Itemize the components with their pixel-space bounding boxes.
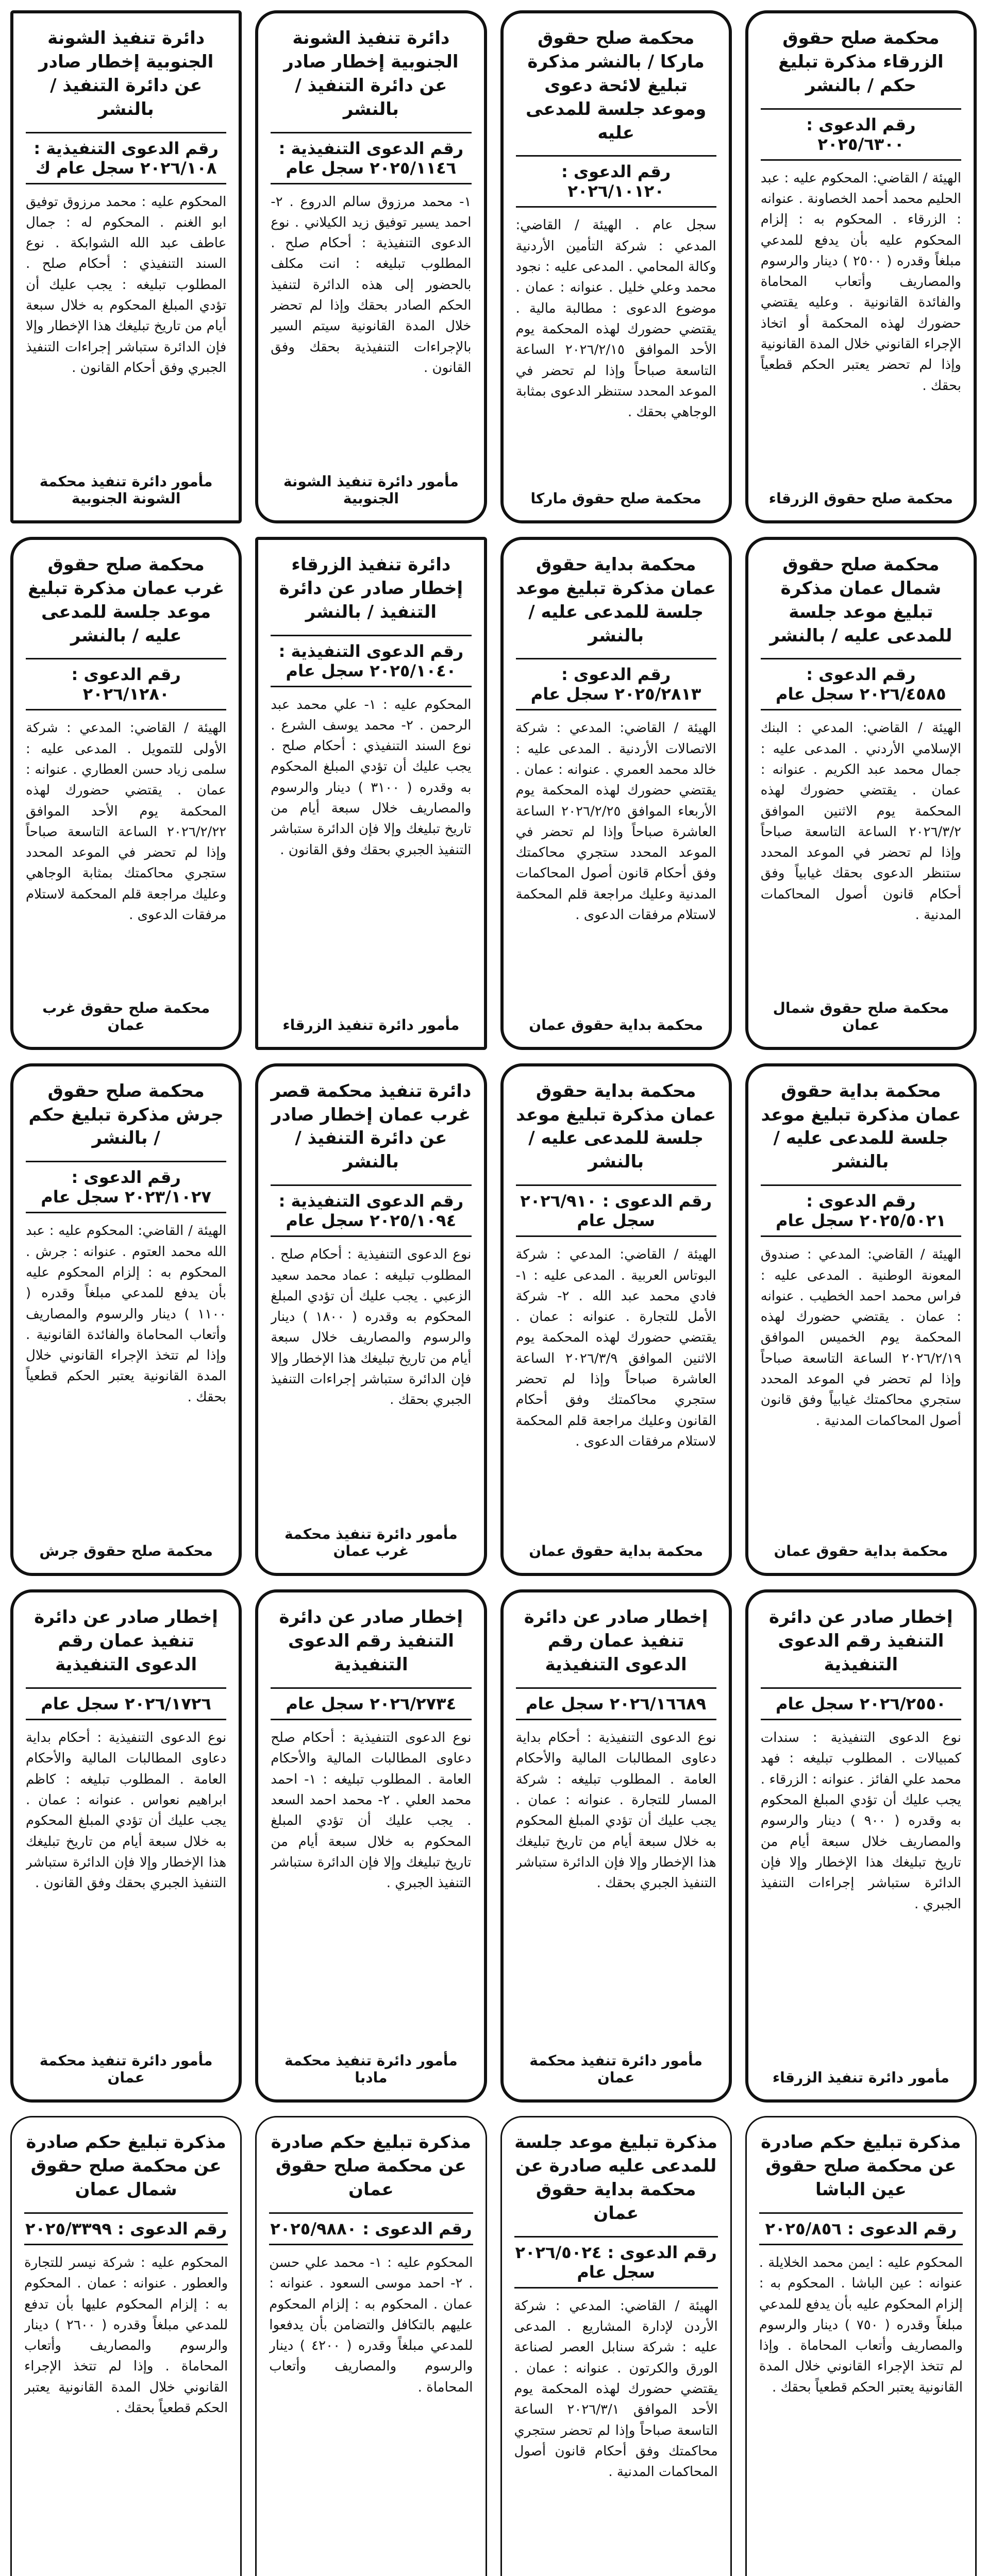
notice-body: الهيئة / القاضي: المحكوم عليه : عبد الحليم محمد أحمد الخصاونة . عنوانه : الزرقاء . المحكوم به : إلزام المحكوم عليه بأن يدفع للمدعي مبلغاً وقدره ( ٢٥٠٠ ) دينار والرسوم والمصاريف وأتعاب المحاماة والفائدة القانونية . وعليه يقتضي حضورك لهذه المحكمة أو اتخاذ الإجراء القانوني خلال المدة القانونية وإذا لم تحضر يعتبر الحكم قطعياً بحقك . (760, 170, 961, 394)
notice-title: محكمة صلح حقوق جرش مذكرة تبليغ حكم / بالنشر (28, 1080, 224, 1149)
notice-body: نوع الدعوى التنفيذية : أحكام صلح دعاوى المطالبات المالية والأحكام العامة . المطلوب تبليغه : ١- احمد محمد العلي . ٢- محمد احمد السعد . يجب عليك أن تؤدي المبلغ المحكوم به خلال سبعة أيام من تاريخ تبليغك وإلا فإن الدائرة ستباشر التنفيذ الجبري . (271, 1730, 472, 1891)
case-number: رقم الدعوى : ٢٠٢٦/٥٠٢٤ سجل عام (514, 2236, 718, 2289)
notice-signature: محكمة صلح حقوق جرش (39, 1543, 213, 1560)
notice-title: محكمة بداية حقوق عمان مذكرة تبليغ موعد جلسة للمدعى عليه / بالنشر (761, 1080, 961, 1173)
case-number: رقم الدعوى : ٢٠٢٥/٨٥٦ (759, 2212, 963, 2245)
notice-body: الهيئة / القاضي: المدعي : صندوق المعونة الوطنية . المدعى عليه : فراس محمد احمد الخطيب . عنوانه : عمان . يقتضي حضورك لهذه المحكمة يوم الخميس الموافق ٢٠٢٦/٢/١٩ الساعة التاسعة صباحاً وإذا لم تحضر في الموعد المحدد ستجري محاكمتك غيابياً وفق قانون أصول المحاكمات المدنية . (760, 1247, 961, 1429)
legal-notice (255, 537, 487, 1050)
notice-signature: محكمة بداية حقوق عمان (529, 1543, 704, 1560)
notice-body: المحكوم عليه : محمد مرزوق توفيق ابو الغنم . المحكوم له : جمال عاطف عبد الله الشوابكة . نوع السند التنفيذي : أحكام صلح . المطلوب تبليغه : يجب عليك أن تؤدي المبلغ المحكوم به خلال سبعة أيام من تاريخ تبليغك هذا الإخطار وإلا فإن الدائرة ستباشر إجراءات التنفيذ الجبري وفق أحكام القانون . (26, 194, 227, 376)
legal-notice (10, 537, 242, 1050)
notice-signature: محكمة صلح حقوق الزرقاء (768, 489, 953, 507)
notice-body: نوع الدعوى التنفيذية : سندات كمبيالات . المطلوب تبليغه : فهد محمد علي الفائز . عنوانه : الزرقاء . يجب عليك أن تؤدي المبلغ المحكوم به وقدره ( ٩٠٠ ) دينار والرسوم والمصاريف خلال سبعة أيام من تاريخ تبليغك هذا الإخطار وإلا فإن الدائرة ستباشر إجراءات التنفيذ الجبري . (760, 1730, 961, 1912)
notice-signature: مأمور دائرة تنفيذ محكمة مادبا (284, 2052, 458, 2087)
notice-body: الهيئة / القاضي: المدعي : البنك الإسلامي الأردني . المدعى عليه : جمال محمد عبد الكريم . عنوانه : عمان . يقتضي حضورك لهذه المحكمة يوم الاثنين الموافق ٢٠٢٦/٣/٢ الساعة التاسعة صباحاً وإذا لم تحضر في الموعد المحدد ستنظر الدعوى بحقك غيابياً وفق أحكام قانون أصول المحاكمات المدنية . (760, 720, 961, 923)
notice-body: الهيئة / القاضي: المدعي : شركة الأولى للتمويل . المدعى عليه : سلمى زياد حسن العطاري . عنوانه : عمان . يقتضي حضورك لهذه المحكمة يوم الأحد الموافق ٢٠٢٦/٢/٢٢ الساعة التاسعة صباحاً وإذا لم تحضر في الموعد المحدد ستجري محاكمتك بمثابة الوجاهي وعليك مراجعة قلم المحكمة لاستلام مرفقات الدعوى . (26, 720, 227, 923)
case-number: رقم الدعوى التنفيذية : ٢٠٢٥/١١٤٦ سجل عام (271, 132, 471, 184)
legal-notice (255, 2116, 487, 2576)
case-number: رقم الدعوى : ٢٠٢٣/١٠٢٧ سجل عام (26, 1161, 226, 1213)
case-number: رقم الدعوى : ٢٠٢٥/٢٨١٣ سجل عام (516, 658, 716, 710)
case-number: رقم الدعوى التنفيذية : ٢٠٢٥/١٠٩٤ سجل عام (271, 1184, 471, 1237)
notice-signature: محكمة صلح حقوق غرب عمان (42, 999, 210, 1033)
notice-signature: مأمور دائرة تنفيذ محكمة عمان (39, 2052, 213, 2087)
legal-notice (255, 1063, 487, 1577)
notice-body: نوع الدعوى التنفيذية : أحكام صلح . المطلوب تبليغه : عماد محمد سعيد الزعبي . يجب عليك أن تؤدي المبلغ المحكوم به وقدره ( ١٨٠٠ ) دينار والرسوم والمصاريف خلال سبعة أيام من تاريخ تبليغك هذا الإخطار وإلا فإن الدائرة ستباشر إجراءات التنفيذ الجبري بحقك . (271, 1247, 472, 1408)
notice-body: الهيئة / القاضي: المدعي : شركة البوتاس العربية . المدعى عليه : ١- فادي محمد عبد الله . ٢- شركة الأمل للتجارة . عنوانه : عمان . يقتضي حضورك لهذه المحكمة يوم الاثنين الموافق ٢٠٢٦/٣/٩ الساعة العاشرة صباحاً وإذا لم تحضر ستجري محاكمتك وفق أحكام القانون وعليك مراجعة قلم المحكمة لاستلام مرفقات الدعوى . (515, 1247, 716, 1449)
notice-title: محكمة صلح حقوق غرب عمان مذكرة تبليغ موعد جلسة للمدعى عليه / بالنشر (28, 554, 225, 646)
notice-title: مذكرة تبليغ حكم صادرة عن محكمة صلح حقوق شمال عمان (26, 2132, 226, 2200)
legal-notice (10, 10, 242, 523)
case-number: رقم الدعوى : ٢٠٢٦/٤٥٨٥ سجل عام (761, 658, 961, 710)
legal-notice (255, 1589, 487, 2103)
notice-body: نوع الدعوى التنفيذية : أحكام بداية دعاوى المطالبات المالية والأحكام العامة . المطلوب تبليغه : شركة المسار للتجارة . عنوانه : عمان . يجب عليك أن تؤدي المبلغ المحكوم به خلال سبعة أيام من تاريخ تبليغك هذا الإخطار وإلا فإن الدائرة ستباشر التنفيذ الجبري بحقك . (515, 1730, 716, 1891)
notice-signature: محكمة بداية حقوق عمان (774, 1543, 948, 1560)
notice-signature: مأمور دائرة تنفيذ محكمة غرب عمان (284, 1526, 458, 1560)
notice-signature: محكمة صلح حقوق شمال عمان (773, 999, 949, 1033)
notice-title: إخطار صادر عن دائرة تنفيذ عمان رقم الدعوى التنفيذية (524, 1607, 708, 1675)
notice-signature: مأمور دائرة تنفيذ الشونة الجنوبية (283, 472, 459, 507)
notice-title: مذكرة تبليغ موعد جلسة للمدعى عليه صادرة عن محكمة بداية حقوق عمان (514, 2132, 717, 2224)
notice-title: دائرة تنفيذ محكمة قصر غرب عمان إخطار صادر عن دائرة التنفيذ / بالنشر (271, 1080, 472, 1173)
notice-signature: محكمة صلح حقوق ماركا (530, 489, 701, 507)
notice-body: المحكوم عليه : ١- علي محمد عبد الرحمن . ٢- محمد يوسف الشرع . نوع السند التنفيذي : أحكام صلح . يجب عليك أن تؤدي المبلغ المحكوم به وقدره ( ٣١٠٠ ) دينار والرسوم والمصاريف خلال سبعة أيام من تاريخ تبليغك وإلا فإن الدائرة ستباشر التنفيذ الجبري بحقك وفق القانون . (271, 697, 472, 858)
case-number: رقم الدعوى التنفيذية : ٢٠٢٦/١٠٨ سجل عام ك (26, 132, 226, 184)
legal-notice (500, 537, 732, 1050)
notice-body: الهيئة / القاضي: المحكوم عليه : عبد الله محمد العتوم . عنوانه : جرش . المحكوم به : إلزام المحكوم عليه بأن يدفع للمدعي مبلغاً وقدره ( ١١٠٠ ) دينار والرسوم والمصاريف وأتعاب المحاماة والفائدة القانونية . وإذا لم تتخذ الإجراء القانوني خلال المدة القانونية يعتبر الحكم قطعياً بحقك . (26, 1223, 227, 1405)
legal-notice (745, 10, 977, 523)
notice-body: الهيئة / القاضي: المدعي : شركة الأردن لإدارة المشاريع . المدعى عليه : شركة سنابل العصر لصناعة الورق والكرتون . عنوانه : عمان . يقتضي حضورك لهذه المحكمة يوم الأحد الموافق ٢٠٢٦/٣/١ الساعة التاسعة صباحاً وإذا لم تحضر ستجري محاكمتك وفق أحكام قانون أصول المحاكمات المدنية . (514, 2298, 718, 2480)
case-number: رقم الدعوى : ٢٠٢٦/١٠١٢٠ (516, 155, 716, 208)
notice-title: مذكرة تبليغ حكم صادرة عن محكمة صلح حقوق عين الباشا (761, 2132, 961, 2200)
notice-title: محكمة صلح حقوق الزرقاء مذكرة تبليغ حكم / بالنشر (778, 28, 944, 96)
notice-signature: مأمور دائرة تنفيذ محكمة عمان (529, 2052, 703, 2087)
notice-body: المحكوم عليه : ١- محمد علي حسن . ٢- احمد موسى السعود . عنوانه : عمان . المحكوم به : إلزام المحكوم عليهم بالتكافل والتضامن بأن يدفعوا للمدعي مبلغاً وقدره ( ٤٢٠٠ ) دينار والرسوم والمصاريف وأتعاب المحاماة . (269, 2255, 473, 2395)
legal-notice (500, 1589, 732, 2103)
notice-title: دائرة تنفيذ الشونة الجنوبية إخطار صادر عن دائرة التنفيذ / بالنشر (283, 28, 459, 120)
notices-page (10, 10, 977, 2576)
notice-title: مذكرة تبليغ حكم صادرة عن محكمة صلح حقوق عمان (271, 2132, 472, 2200)
legal-notice (500, 1063, 732, 1577)
case-number: ٢٠٢٦/٢٥٥٠ سجل عام (761, 1687, 961, 1720)
legal-notice (255, 10, 487, 523)
legal-notice (10, 1063, 242, 1577)
notice-signature: مأمور دائرة تنفيذ الزرقاء (772, 2069, 949, 2087)
notice-body: الهيئة / القاضي: المدعي : شركة الاتصالات الأردنية . المدعى عليه : خالد محمد العمري . عنوانه : عمان . يقتضي حضورك لهذه المحكمة يوم الأربعاء الموافق ٢٠٢٦/٢/٢٥ الساعة العاشرة صباحاً وإذا لم تحضر في الموعد المحدد ستجري محاكمتك وفق أحكام قانون أصول المحاكمات المدنية وعليك مراجعة قلم المحكمة لاستلام مرفقات الدعوى . (515, 720, 716, 923)
notice-body: ١- محمد مرزوق سالم الدروع . ٢- احمد يسير توفيق زيد الكيلاني . نوع الدعوى التنفيذية : أحكام صلح . المطلوب تبليغه : انت مكلف بالحضور إلى هذه الدائرة لتنفيذ الحكم الصادر بحقك وإذا لم تحضر خلال المدة القانونية سيتم السير بالإجراءات التنفيذية بحقك وفق القانون . (271, 194, 472, 376)
legal-notice (500, 10, 732, 523)
notice-body: المحكوم عليه : شركة نيسر للتجارة والعطور . عنوانه : عمان . المحكوم به : إلزام المحكوم عليها بأن تدفع للمدعي مبلغاً وقدره ( ٢٦٠٠ ) دينار والرسوم والمصاريف وأتعاب المحاماة . وإذا لم تتخذ الإجراء القانوني خلال المدة القانونية يعتبر الحكم قطعياً بحقك . (24, 2255, 228, 2416)
case-number: رقم الدعوى : ٢٠٢٥/٣٣٩٩ (24, 2212, 228, 2245)
notice-title: إخطار صادر عن دائرة التنفيذ رقم الدعوى التنفيذية (279, 1607, 463, 1675)
legal-notice (500, 2116, 732, 2576)
notice-title: محكمة بداية حقوق عمان مذكرة تبليغ موعد جلسة للمدعى عليه / بالنشر (516, 1080, 716, 1173)
notice-signature: مأمور دائرة تنفيذ محكمة الشونة الجنوبية (39, 472, 213, 507)
notice-body: المحكوم عليه : ايمن محمد الخلايلة . عنوانه : عين الباشا . المحكوم به : إلزام المحكوم عليه بأن يدفع للمدعي مبلغاً وقدره ( ٧٥٠ ) دينار والرسوم والمصاريف وأتعاب المحاماة . وإذا لم تتخذ الإجراء القانوني خلال المدة القانونية يعتبر الحكم قطعياً بحقك . (759, 2255, 963, 2395)
notice-title: إخطار صادر عن دائرة تنفيذ عمان رقم الدعوى التنفيذية (34, 1607, 218, 1675)
case-number: رقم الدعوى : ٢٠٢٦/١٢٨٠ (26, 658, 226, 710)
legal-notice (10, 2116, 242, 2576)
notice-title: محكمة صلح حقوق شمال عمان مذكرة تبليغ موعد جلسة للمدعى عليه / بالنشر (769, 554, 952, 646)
notice-title: إخطار صادر عن دائرة التنفيذ رقم الدعوى التنفيذية (769, 1607, 953, 1675)
notice-signature: محكمة بداية حقوق عمان (529, 1016, 704, 1033)
legal-notice (745, 537, 977, 1050)
notice-signature: مأمور دائرة تنفيذ الزرقاء (282, 1016, 460, 1033)
case-number: رقم الدعوى : ٢٠٢٥/٥٠٢١ سجل عام (761, 1184, 961, 1237)
case-number: رقم الدعوى : ٢٠٢٦/٩١٠ سجل عام (516, 1184, 716, 1237)
notice-body: سجل عام . الهيئة / القاضي: المدعي : شركة التأمين الأردنية وكالة المحامي . المدعى عليه : نجود محمد وعلي خليل . عنوانه : عمان . موضوع الدعوى : مطالبة مالية . يقتضي حضورك لهذه المحكمة يوم الأحد الموافق ٢٠٢٦/٢/١٥ الساعة التاسعة صباحاً وإذا لم تحضر في الموعد المحدد ستنظر الدعوى بمثابة الوجاهي بحقك . (515, 217, 716, 420)
case-number: رقم الدعوى : ٢٠٢٥/٩٨٨٠ (269, 2212, 473, 2245)
notice-title: محكمة بداية حقوق عمان مذكرة تبليغ موعد جلسة للمدعى عليه / بالنشر (516, 554, 716, 646)
case-number: رقم الدعوى : ٢٠٢٥/٦٣٠٠ (761, 108, 961, 161)
legal-notice (745, 1589, 977, 2103)
legal-notice (745, 2116, 977, 2576)
legal-notice (745, 1063, 977, 1577)
notice-body: نوع الدعوى التنفيذية : أحكام بداية دعاوى المطالبات المالية والأحكام العامة . المطلوب تبليغه : كاظم ابراهيم نعواس . عنوانه : عمان . يجب عليك أن تؤدي المبلغ المحكوم به خلال سبعة أيام من تاريخ تبليغك هذا الإخطار وإلا فإن الدائرة ستباشر التنفيذ الجبري بحقك وفق القانون . (26, 1730, 227, 1891)
legal-notice (10, 1589, 242, 2103)
notice-title: دائرة تنفيذ الزرقاء إخطار صادر عن دائرة التنفيذ / بالنشر (279, 554, 463, 622)
case-number: رقم الدعوى التنفيذية : ٢٠٢٥/١٠٤٠ سجل عام (271, 635, 471, 687)
case-number: ٢٠٢٦/١٧٢٦ سجل عام (26, 1687, 226, 1720)
case-number: ٢٠٢٦/٢٧٣٤ سجل عام (271, 1687, 471, 1720)
notice-title: دائرة تنفيذ الشونة الجنوبية إخطار صادر عن دائرة التنفيذ / بالنشر (38, 28, 214, 120)
notice-title: محكمة صلح حقوق ماركا / بالنشر مذكرة تبليغ لائحة دعوى وموعد جلسة للمدعى عليه (525, 28, 707, 143)
case-number: ٢٠٢٦/١٦٦٨٩ سجل عام (516, 1687, 716, 1720)
